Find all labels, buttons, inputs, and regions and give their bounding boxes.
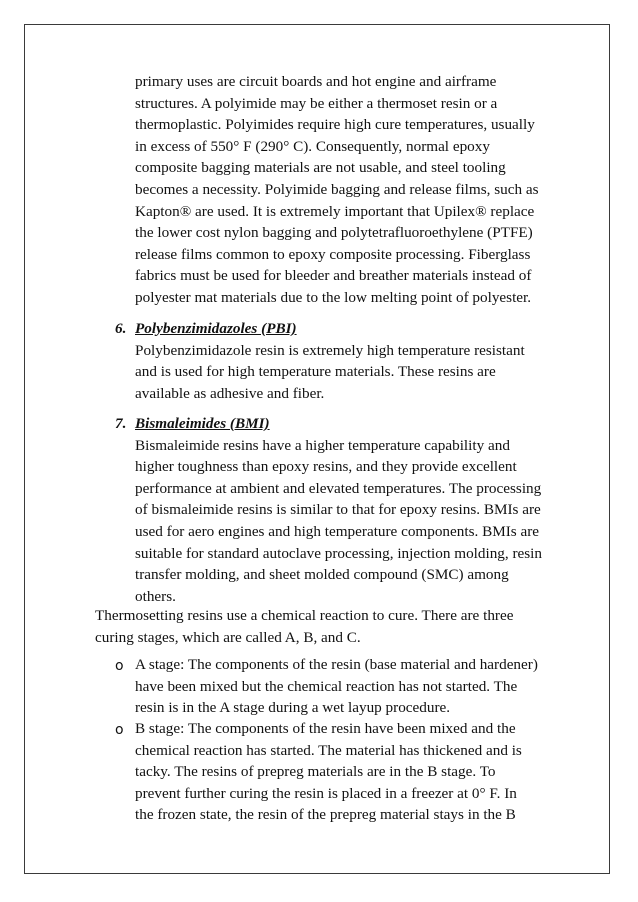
text-line: and is used for high temperature materials. These resins are	[135, 363, 496, 381]
bullet-a-stage	[135, 654, 538, 719]
item-title: Bismaleimides (BMI)	[135, 415, 270, 432]
text-line: Kapton® are used. It is extremely important that Upilex® replace	[135, 202, 535, 220]
text-line: fabrics must be used for bleeder and breather materials instead of	[135, 267, 532, 285]
text-line: A stage: The components of the resin (base material and hardener)	[135, 656, 538, 673]
text-line: B stage: The components of the resin have been mixed and the	[135, 720, 516, 737]
text-line: chemical reaction has started. The material has thickened and is	[135, 741, 522, 759]
text-line: have been mixed but the chemical reaction has not started. The	[135, 677, 518, 695]
text-line: the lower cost nylon bagging and polytetrafluoroethylene (PTFE)	[135, 224, 533, 242]
text-line: release films common to epoxy composite processing. Fiberglass	[135, 245, 531, 263]
text-line: the frozen state, the resin of the prepreg material stays in the B	[135, 806, 516, 824]
text-line: composite bagging materials are not usable, and steel tooling	[135, 159, 506, 177]
bullet-marker: o	[115, 722, 124, 738]
text-line: in excess of 550° F (290° C). Consequently, normal epoxy	[135, 137, 490, 155]
bullet-marker: o	[115, 658, 124, 674]
text-line: tacky. The resins of prepreg materials are in the B stage. To	[135, 763, 496, 781]
text-line: performance at ambient and elevated temperatures. The processing	[135, 479, 542, 497]
text-line: higher toughness than epoxy resins, and they provide excellent	[135, 458, 517, 476]
text-line: polyester mat materials due to the low melting point of polyester.	[135, 288, 532, 306]
item-title: Polybenzimidazoles (PBI)	[135, 320, 297, 337]
text-line: Thermosetting resins use a chemical reaction to cure. There are three	[95, 607, 514, 624]
text-line: available as adhesive and fiber.	[135, 384, 325, 402]
bullet-b-stage	[135, 718, 522, 826]
text-line: structures. A polyimide may be either a thermoset resin or a	[135, 94, 498, 112]
text-line: becomes a necessity. Polyimide bagging and release films, such as	[135, 180, 539, 198]
text-line: primary uses are circuit boards and hot engine and airframe	[135, 73, 497, 90]
text-line: transfer molding, and sheet molded compound (SMC) among	[135, 566, 509, 584]
text-line: curing stages, which are called A, B, and C.	[95, 628, 361, 646]
item-number: 6.	[115, 320, 127, 337]
polyimide-paragraph	[135, 71, 538, 309]
text-line: thermoplastic. Polyimides require high cure temperatures, usually	[135, 116, 535, 134]
item-bmi	[135, 413, 542, 607]
item-pbi	[135, 318, 525, 404]
curing-paragraph	[95, 605, 513, 648]
text-line: of bismaleimide resins is similar to that for epoxy resins. BMIs are	[135, 501, 541, 519]
text-line: Polybenzimidazole resin is extremely high temperature resistant	[135, 341, 525, 359]
text-line: used for aero engines and high temperature components. BMIs are	[135, 522, 540, 540]
text-line: others.	[135, 587, 176, 605]
text-line: resin is in the A stage during a wet layup procedure.	[135, 699, 451, 717]
text-line: suitable for standard autoclave processing, injection molding, resin	[135, 544, 542, 562]
text-line: Bismaleimide resins have a higher temperature capability and	[135, 436, 510, 454]
text-line: prevent further curing the resin is placed in a freezer at 0° F. In	[135, 784, 517, 802]
item-number: 7.	[115, 415, 127, 432]
